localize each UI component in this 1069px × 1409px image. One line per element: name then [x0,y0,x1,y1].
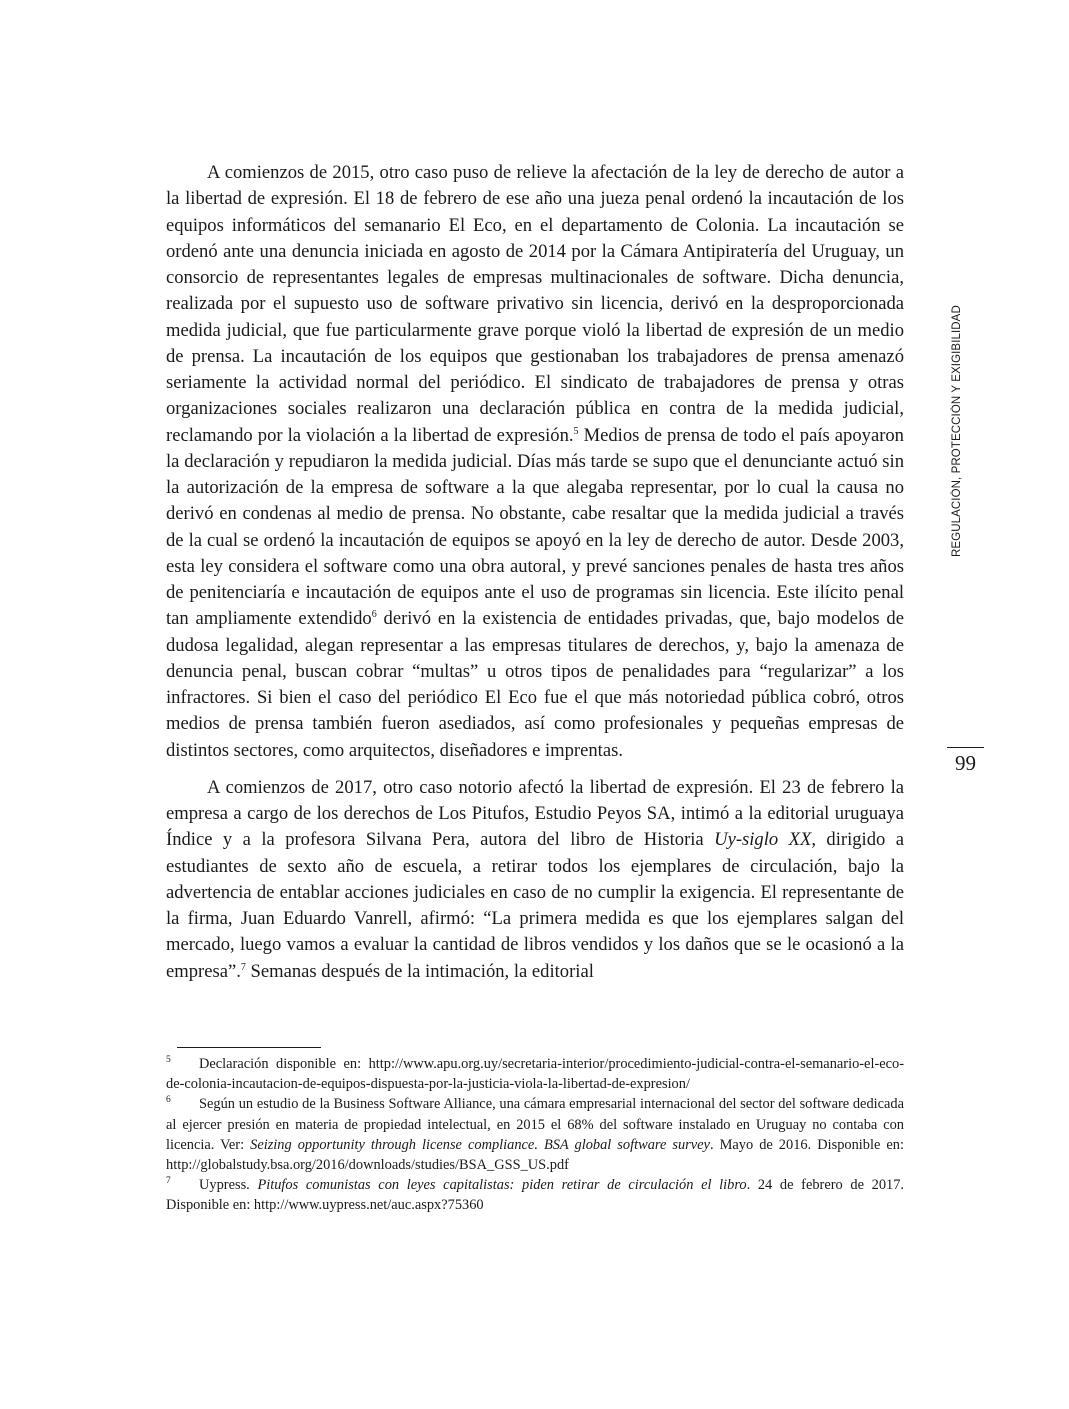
paragraph-1 [166,160,904,764]
footnote-text-b: . Mayo de 2016. Disponible en: http://globalstudy.bsa.org/2016/downloads/studies/BSA_GSS_US.pdf [166,1136,904,1174]
running-section-title: REGULACIÓN, PROTECCIÓN Y EXIGIBILIDAD [951,305,963,558]
footnote-ref-5: 5 [573,425,579,437]
paragraph-1-text-c: derivó en la existencia de entidades privadas, que, bajo modelos de dudosa legalidad, alegan representar a las empresas titulares de derechos, y, bajo la amenaza de denuncia penal, buscan cobrar “multas” u otros tipos de penalidades para “regularizar” a los infractores. Si bien el caso del periódico El Eco fue el que más notoriedad pública cobró, otros medios de prensa también fueron asediados, así como profesionales y pequeñas empresas de distintos sectores, como arquitectos, diseñadores e imprentas. [166,608,904,761]
footnote-source-title: Pitufos comunistas con leyes capitalistas: piden retirar de circulación el libro [257,1177,747,1194]
paragraph-2 [166,775,904,985]
footnote-7 [166,1175,904,1215]
footnote-separator [177,1047,321,1048]
page-number: 99 [955,751,976,775]
footnotes [166,1054,904,1216]
paragraph-2-text-c: Semanas después de la intimación, la editorial [245,960,594,982]
paragraph-1-text-b: Medios de prensa de todo el país apoyaron la declaración y repudiaron la medida judicial. Días más tarde se supo que el denunciante actuó sin la autorización de la empresa de software a la que alegaba representar, por lo cual la causa no derivó en condenas al medio de prensa. No obstante, cabe resaltar que la medida judicial a través de la cual se ordenó la incautación de equipos se apoyó en la ley de derecho de autor. Desde 2003, esta ley considera el software como una obra autoral, y prevé sanciones penales de hasta tres años de penitenciaría e incautación de equipos ante el uso de programas sin licencia. Este ilícito penal tan ampliamente extendido [166,424,904,630]
paragraph-1-text-a: A comienzos de 2015, otro caso puso de relieve la afectación de la ley de derecho de autor a la libertad de expresión. El 18 de febrero de ese año una jueza penal ordenó la incautación de los equipos informáticos del semanario El Eco, en el departamento de Colonia. La incautación se ordenó ante una denuncia iniciada en agosto de 2014 por la Cámara Antipiratería del Uruguay, un consorcio de representantes legales de empresas multinacionales de software. Dicha denuncia, realizada por el supuesto uso de software privativo sin licencia, derivó en la desproporcionada medida judicial, que fue particularmente grave porque violó la libertad de expresión de un medio de prensa. La incautación de los equipos que gestionaban los trabajadores de prensa amenazó seriamente la actividad normal del periódico. El sindicato de trabajadores de prensa y otras organizaciones sociales realizaron una declaración pública en contra de la medida judicial, reclamando por la violación a la libertad de expresión. [166,162,904,446]
body-text [166,160,904,985]
footnote-ref-7: 7 [240,961,246,973]
footnote-text-a: Uypress. [199,1177,258,1194]
page-number-rule [947,747,984,748]
footnote-5 [166,1054,904,1094]
book-title: Uy-siglo XX [714,829,812,851]
footnote-source-title: Seizing opportunity through license compliance. BSA global software survey [250,1136,710,1153]
paragraph-2-text-a: A comienzos de 2017, otro caso notorio afectó la libertad de expresión. El 23 de febrero la empresa a cargo de los derechos de Los Pitufos, Estudio Peyos SA, intimó a la editorial uruguaya Índice y a la profesora Silvana Pera, autora del libro de Historia [166,776,904,851]
footnote-number: 5 [166,1055,171,1065]
footnote-number: 6 [166,1095,171,1106]
footnote-6 [166,1094,904,1175]
paragraph-2-text-b: , dirigido a estudiantes de sexto año de escuela, a retirar todos los ejemplares de circulación, bajo la advertencia de entablar acciones judiciales en caso de no cumplir la exigencia. El representante de la firma, Juan Eduardo Vanrell, afirmó: “La primera medida es que los ejemplares salgan del mercado, luego vamos a evaluar la cantidad de libros vendidos y los daños que se le ocasionó a la empresa”. [166,829,905,982]
footnote-text-b: . 24 de febrero de 2017. Disponible en: http://www.uypress.net/auc.aspx?75360 [166,1177,905,1214]
footnote-text-a: Según un estudio de la Business Software Alliance, una cámara empresarial internacional del sector del software dedicada al ejercer presión en materia de propiedad intelectual, en 2015 el 68% del software instalado en Uruguay no contaba con licencia. Ver: [166,1096,904,1153]
footnote-number: 7 [166,1176,171,1187]
footnote-ref-6: 6 [371,609,377,621]
footnote-text: Declaración disponible en: http://www.apu.org.uy/secretaria-interior/procedimiento-judicial-contra-el-semanario-el-eco-de-colonia-incautacion-de-equipos-dispuesta-por-la-justicia-viola-la-libertad-de-expresion/ [166,1056,904,1093]
